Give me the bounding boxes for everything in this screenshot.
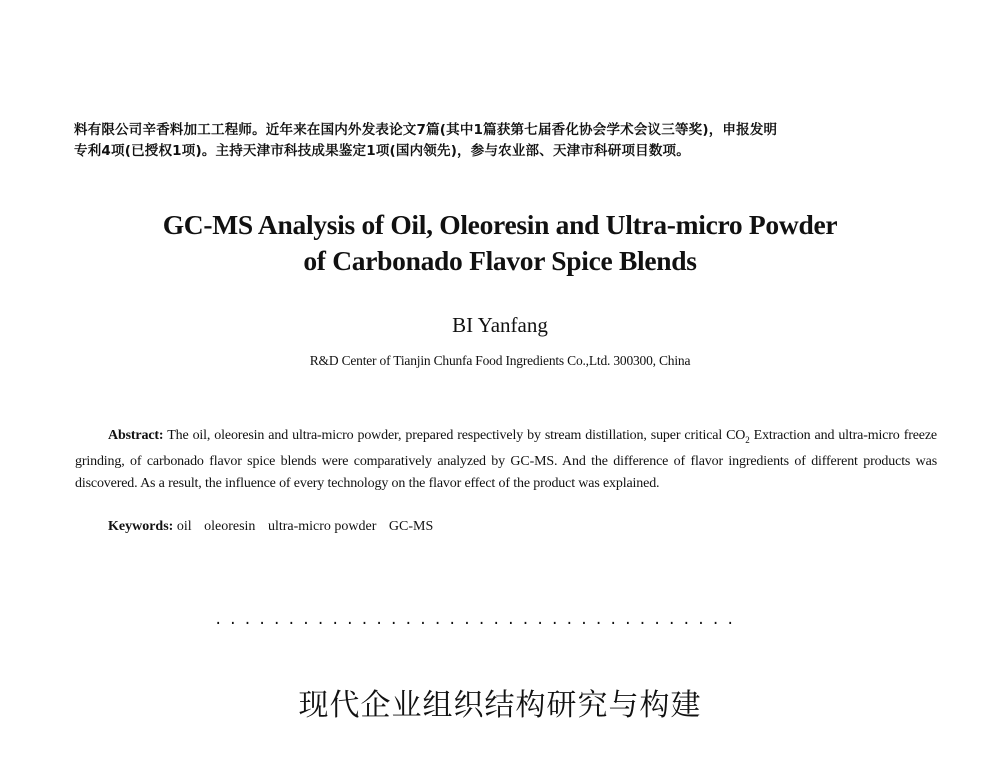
next-article-title: 现代企业组织结构研究与构建 bbox=[298, 688, 702, 723]
abstract-label: Abstract: bbox=[108, 428, 164, 443]
author-bio-text bbox=[74, 120, 934, 162]
keywords-label: Keywords: bbox=[108, 519, 174, 534]
abstract bbox=[75, 425, 937, 494]
author-name: BI Yanfang bbox=[452, 313, 548, 337]
title-line-1: GC-MS Analysis of Oil, Oleoresin and Ultra-micro Powder bbox=[162, 209, 838, 240]
keywords bbox=[108, 517, 442, 537]
author-affiliation: R&D Center of Tianjin Chunfa Food Ingredients Co.,Ltd. 300300, China bbox=[309, 353, 691, 368]
abstract-text-part-a: The oil, oleoresin and ultra-micro powder, prepared respectively by stream distillation, super critical CO bbox=[167, 428, 746, 443]
bio-line-1: 料有限公司辛香料加工工程师。近年来在国内外发表论文7篇(其中1篇获第七届香化协会学术会议三等奖)，申报发明 bbox=[74, 122, 778, 138]
keyword-item: oil bbox=[176, 519, 192, 534]
keyword-item: GC-MS bbox=[388, 519, 434, 534]
bio-line-2: 专利4项(已授权1项)。主持天津市科技成果鉴定1项(国内领先)，参与农业部、天津市科研项目数项。 bbox=[74, 143, 690, 159]
keyword-item: oleoresin bbox=[204, 519, 256, 534]
abstract-subscript: 2 bbox=[745, 434, 750, 445]
title-line-2: of Carbonado Flavor Spice Blends bbox=[303, 245, 697, 276]
article-title bbox=[60, 207, 940, 279]
abstract-text-part-b: Extraction and ultra-micro freeze grinding, of carbonado flavor spice blends were comparatively analyzed by GC-MS. And the difference of flavor ingredients of different products was discovered. As a result, the influence of every technology on the flavor effect of the product was explained. bbox=[75, 428, 937, 491]
keyword-item: ultra-micro powder bbox=[267, 519, 377, 534]
dotted-separator: .................................... bbox=[214, 612, 741, 628]
